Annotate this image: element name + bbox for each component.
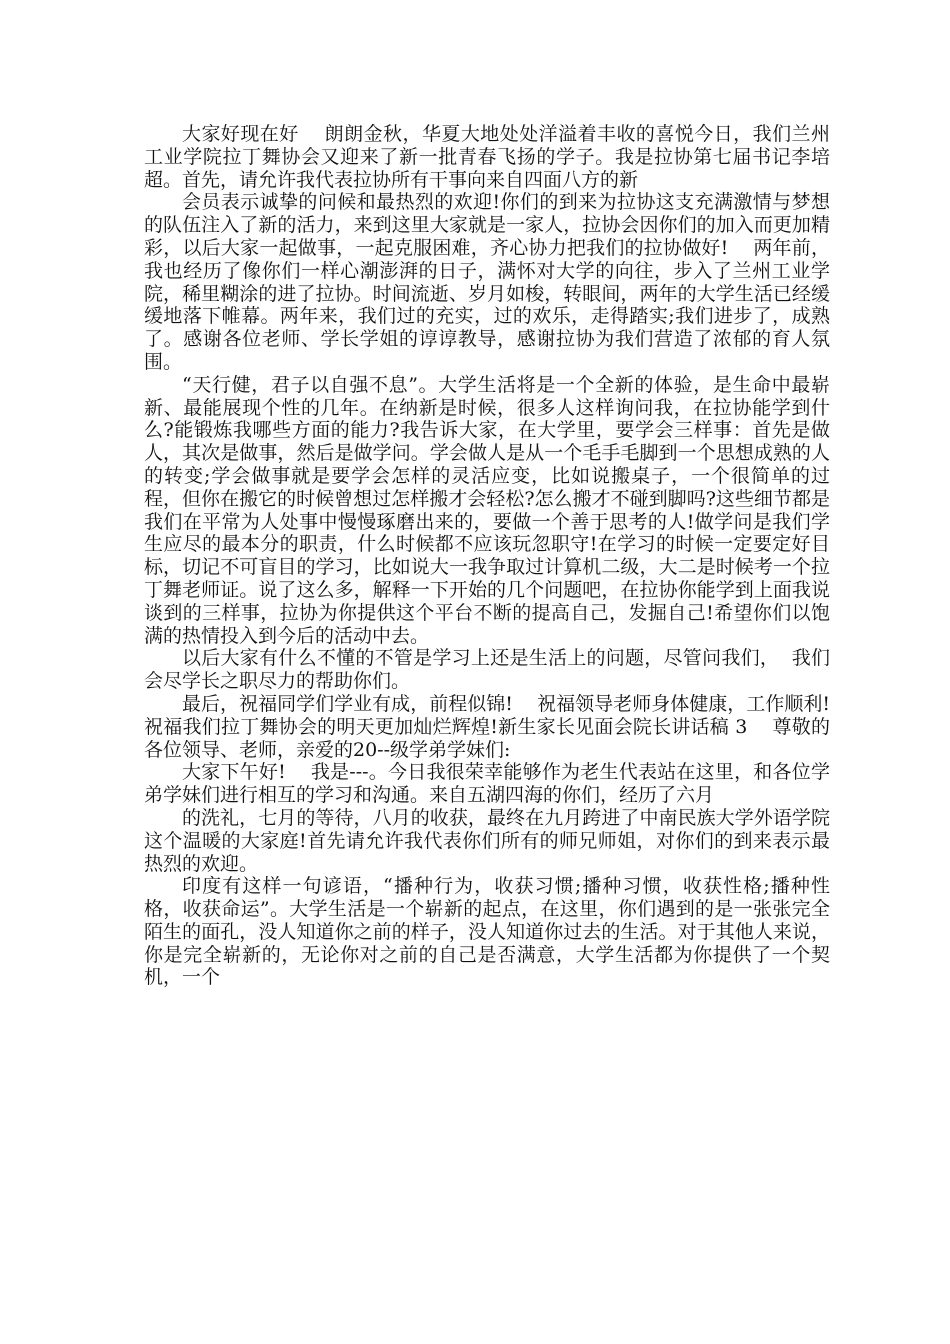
paragraph-8: 印度有这样一句谚语，“播种行为，收获习惯;播种习惯，收获性格;播种性格，收获命运”。大学生活是一个崭新的起点，在这里，你们遇到的是一张张完全陌生的面孔，没人知道你之前的样子，没人知道你过去的生活。对于其他人来说，你是完全崭新的，无论你对之前的自己是否满意，大学生活都为你提供了一个契机，一个 xyxy=(144,875,830,989)
paragraph-4: 以后大家有什么不懂的不管是学习上还是生活上的问题，尽管问我们， 我们会尽学长之职尽力的帮助你们。 xyxy=(144,647,830,693)
paragraph-6: 大家下午好! 我是---。今日我很荣幸能够作为老生代表站在这里，和各位学弟学妹们进行相互的学习和沟通。来自五湖四海的你们，经历了六月 xyxy=(144,761,830,807)
paragraph-1: 大家好现在好 朗朗金秋，华夏大地处处洋溢着丰收的喜悦今日，我们兰州工业学院拉丁舞协会又迎来了新一批青春飞扬的学子。我是拉协第七届书记李培超。首先，请允许我代表拉协所有干事向来自四面八方的新 xyxy=(144,123,830,191)
paragraph-3: “天行健，君子以自强不息”。大学生活将是一个全新的体验，是生命中最崭新、最能展现个性的几年。在纳新是时候，很多人这样询问我，在拉协能学到什么?能锻炼我哪些方面的能力?我告诉大家，在大学里，要学会三样事：首先是做人，其次是做事，然后是做学问。学会做人是从一个毛手毛脚到一个思想成熟的人的转变;学会做事就是要学会怎样的灵活应变，比如说搬桌子，一个很简单的过程，但你在搬它的时候曾想过怎样搬才会轻松?怎么搬才不碰到脚吗?这些细节都是我们在平常为人处事中慢慢琢磨出来的，要做一个善于思考的人!做学问是我们学生应尽的最本分的职责，什么时候都不应该玩忽职守!在学习的时候一定要定好目标，切记不可盲目的学习，比如说大一我争取过计算机二级，大二是时候考一个拉丁舞老师证。说了这么多，解释一下开始的几个问题吧，在拉协你能学到上面我说谈到的三样事，拉协为你提供这个平台不断的提高自己，发掘自己!希望你们以饱满的热情投入到今后的活动中去。 xyxy=(144,373,830,647)
paragraph-5: 最后，祝福同学们学业有成，前程似锦! 祝福领导老师身体健康，工作顺利! 祝福我们拉丁舞协会的明天更加灿烂辉煌!新生家长见面会院长讲话稿 3 尊敬的各位领导、老师，亲爱的20--级学弟学妹们: xyxy=(144,692,855,761)
paragraph-7: 的洗礼，七月的等待，八月的收获，最终在九月跨进了中南民族大学外语学院这个温暖的大家庭!首先请允许我代表你们所有的师兄师姐，对你们的到来表示最热烈的欢迎。 xyxy=(144,806,830,875)
paragraph-2: 会员表示诚挚的问候和最热烈的欢迎!你们的到来为拉协这支充满激情与梦想的队伍注入了新的活力，来到这里大家就是一家人，拉协会因你们的加入而更加精彩，以后大家一起做事，一起克服困难，齐心协力把我们的拉协做好! 两年前，我也经历了像你们一样心潮澎湃的日子，满怀对大学的向往，步入了兰州工业学院，稀里糊涂的进了拉协。时间流逝、岁月如梭，转眼间，两年的大学生活已经缓缓地落下帷幕。两年来，我们过的充实，过的欢乐，走得踏实;我们进步了，成熟了。感谢各位老师、学长学姐的谆谆教导，感谢拉协为我们营造了浓郁的育人氛围。 xyxy=(144,191,830,373)
document-body xyxy=(144,123,855,989)
